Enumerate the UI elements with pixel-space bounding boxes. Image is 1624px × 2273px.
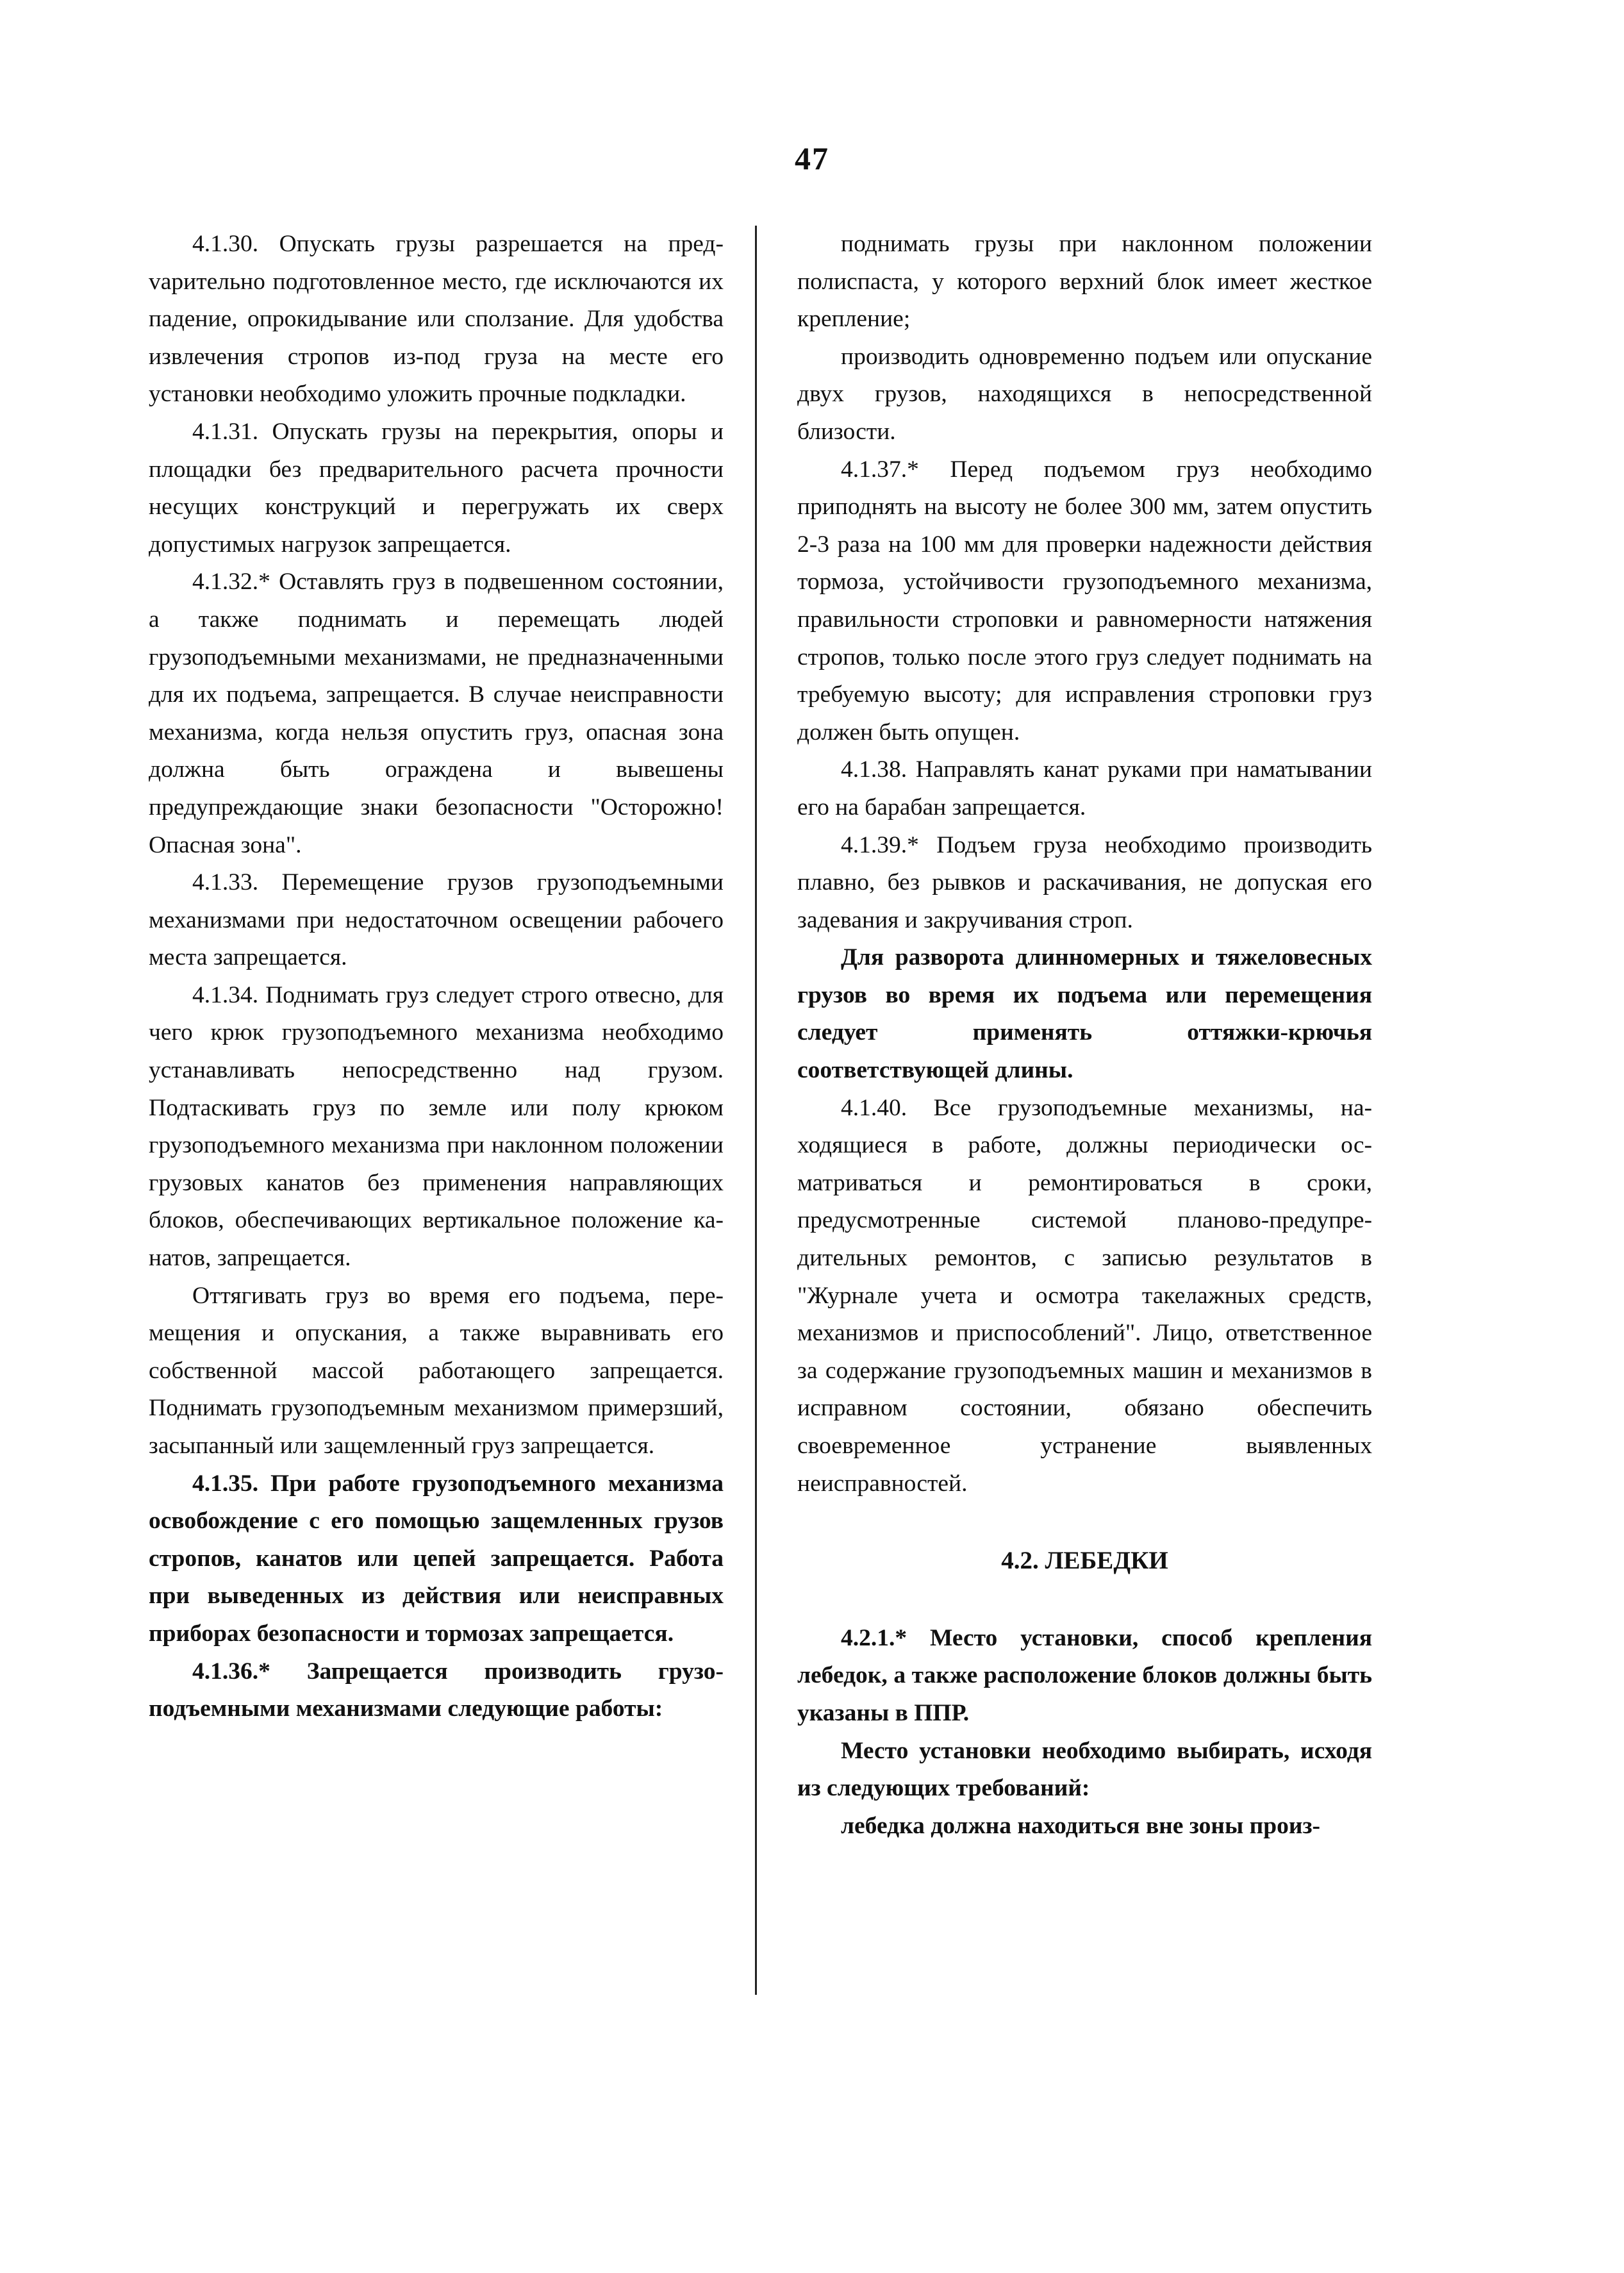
right-column [797,226,1372,1845]
paragraph-4-1-37: 4.1.37.* Перед подъемом груз необходимо приподнять на высоту не более 300 мм, затем опустить 2-3 раза на 100 мм для проверки надежности действия тормоза, устойчивости грузоподъемного механизма, правильности строповки и равномерности натяжения стропов, только после этого груз следует поднимать на требуемую высоту; для исправления строповки груз должен быть опущен. [797,456,1372,745]
paragraph-4-1-30: 4.1.30. Опускать грузы разрешается на предvарительно подготовленное место, где исключаются их падение, опрокидывание или сползание. Для удобства извлечения стропов из-под груза на месте его установки необходимо уложить прочные подкладки. [149,231,724,408]
left-column [149,226,724,1728]
column-divider [755,226,757,1995]
paragraph-4-1-32: 4.1.32.* Оставлять груз в подвешенном состоянии, а также поднимать и перемещать людей грузоподъемными механизмами, не предназначенными для их подъема, запрещается. В случае неисправности механизма, когда нельзя опустить груз, опасная зона должна быть ограждена и вывешены предупреждающие знаки безопасности "Осторожно! Опасная зона". [149,569,724,858]
paragraph-4-1-36: 4.1.36.* Запрещается производить грузоподъемными механизмами следующие работы: [149,1658,724,1722]
paragraph-winch-location: Место установки необходимо выбирать, исходя из следующих требований: [797,1737,1372,1802]
paragraph-4-1-39: 4.1.39.* Подъем груза необходимо производить плавно, без рывков и раскачивания, не допуская его задевания и закручивания строп. [797,831,1372,933]
paragraph-4-1-35: 4.1.35. При работе грузоподъемного механизма освобождение с его помощью защемленных грузов стропов, канатов или цепей запрещается. Работа при выведенных из действия или неисправных приборах безопасности и тормозах запрещается. [149,1470,724,1647]
paragraph-4-1-34: 4.1.34. Поднимать груз следует строго отвесно, для чего крюк грузоподъемного механизма необходимо устанавливать непосредственно над грузом. Подтаскивать груз по земле или полу крюком грузоподъемного механизма при наклонном положении грузовых канатов без применения направляющих блоков, обеспечивающих вертикальное положение канатов, запрещается. [149,981,724,1272]
paragraph-4-1-38: 4.1.38. Направлять канат руками при наматывании его на барабан запрещается. [797,756,1372,820]
page-number: 47 [795,140,829,176]
paragraph-inclined-polyspast: поднимать грузы при наклонном положении полиспаста, у которого верхний блок имеет жесткое крепление; [797,231,1372,333]
paragraph-4-2-1: 4.2.1.* Место установки, способ крепления лебедок, а также расположение блоков должны быть указаны в ППР. [797,1624,1372,1726]
paragraph-dragging-cargo: Оттягивать груз во время его подъема, перемещения и опускания, а также выравнивать его собственной массой работающего запрещается. Поднимать грузоподъемным механизмом примерзший, засыпанный или защемленный груз запрещается. [149,1282,724,1459]
section-title: 4.2. ЛЕБЕДКИ [1001,1547,1168,1575]
paragraph-4-1-33: 4.1.33. Перемещение грузов грузоподъемными механизмами при недостаточном освещении рабочего места запрещается. [149,869,724,971]
paragraph-4-1-31: 4.1.31. Опускать грузы на перекрытия, опоры и площадки без предварительного расчета прочности несущих конструкций и перегружать их сверх допустимых нагрузок запрещается. [149,418,724,558]
paragraph-simultaneous-lift: производить одновременно подъем или опускание двух грузов, находящихся в непосредственной близости. [797,343,1372,445]
paragraph-4-1-40: 4.1.40. Все грузоподъемные механизмы, находящиеся в работе, должны периодически осматриваться и ремонтироваться в сроки, предусмотренные системой планово-предупредительных ремонтов, с записью результатов в "Журнале учета и осмотра такелажных средств, механизмов и приспособлений". Лицо, ответственное за содержание грузоподъемных машин и механизмов в исправном состоянии, обязано обеспечить своевременное устранение выявленных неисправностей. [797,1094,1372,1497]
paragraph-turning-long-cargo: Для разворота длинномерных и тяжеловесных грузов во время их подъема или перемещения следует применять оттяжки-крючья соответствующей длины. [797,944,1372,1084]
paragraph-winch-zone: лебедка должна находиться вне зоны произ- [841,1812,1321,1839]
